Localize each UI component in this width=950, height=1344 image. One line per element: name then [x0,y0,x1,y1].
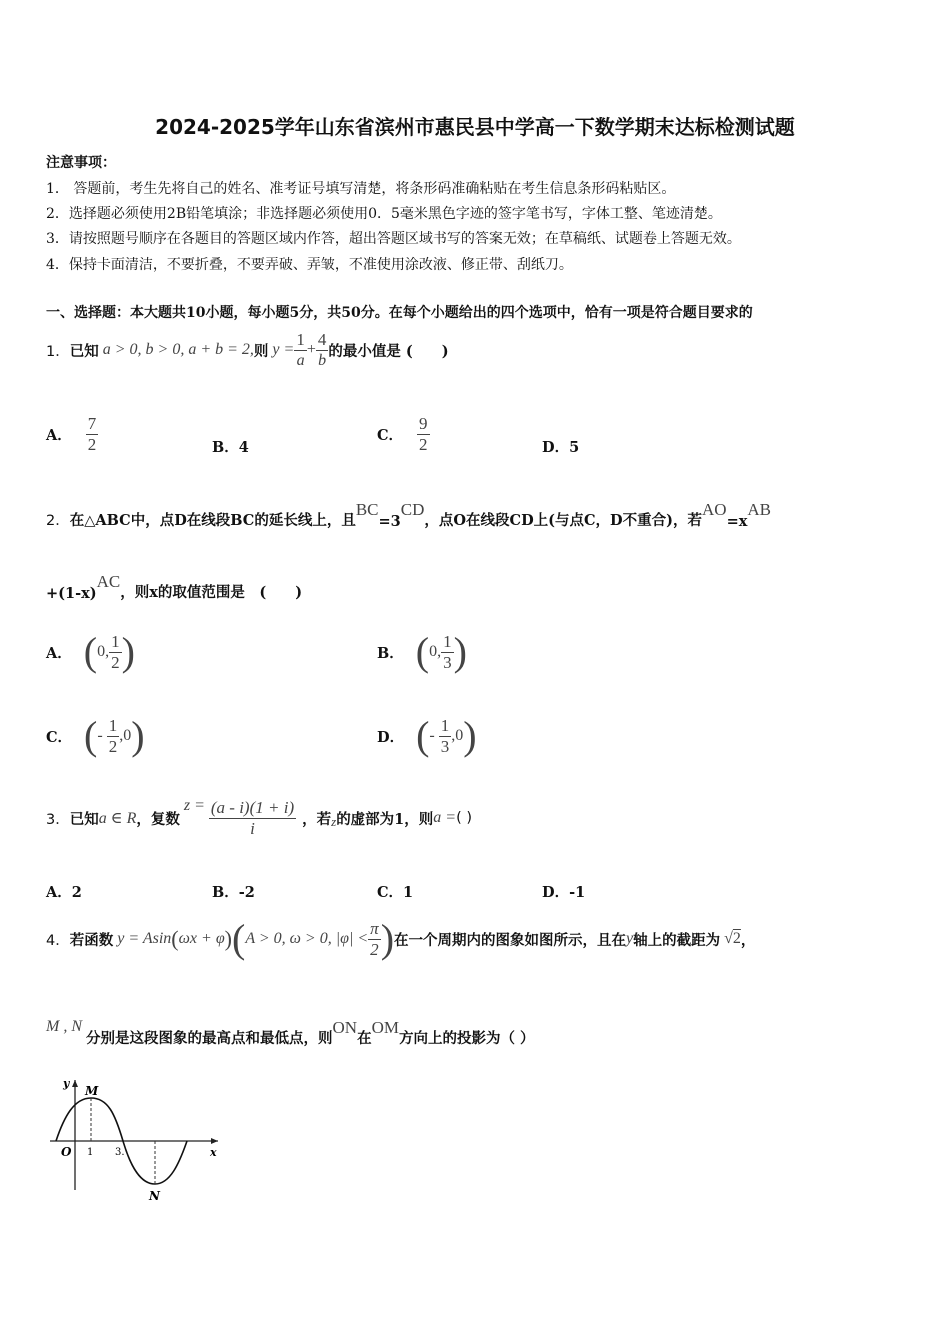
interval-paren: ) [131,713,145,758]
q1-fraction-1: $\frac{1}{a}$ [296,329,305,369]
q1-option-a-value: $\frac{7}{2}$ [87,413,97,454]
q2-text: =3 [378,513,401,530]
question-number: 1． [46,343,70,360]
interval-minus: - [97,727,103,744]
q4-text: 方向上的投影为（ ） [398,1030,535,1047]
notice-item: 4．保持卡面清洁，不要折叠，不要弄破、弄皱，不准使用涂改液、修正带、刮纸刀。 [46,257,573,273]
notice-item: 2．选择题必须使用2B铅笔填涂；非选择题必须使用0．5毫米黑色字迹的签字笔书写，字体工整、笔迹清楚。 [46,206,722,222]
question-number: 3． [46,811,70,828]
point-m-label: M [85,1084,99,1098]
q1-plus: + [306,341,316,358]
q1-option-c[interactable] [377,410,430,458]
point-n-label: N [149,1189,160,1203]
q4-text: 在 [357,1030,372,1047]
q3-z: z = [183,797,205,814]
q3-option-b[interactable]: B．-2 [212,884,255,901]
q4-mn: M , N [46,1018,82,1035]
sqrt-icon: √2 [724,930,741,947]
vector-cd: CD [400,500,425,519]
interval-paren: ) [121,629,135,674]
interval-right: ,0 [119,727,132,744]
q1-option-b[interactable]: B．4 [212,439,249,456]
question-1 [46,326,449,374]
q4-text: ， [740,931,756,949]
vector-bc: BC [355,500,379,519]
tick-1-label: 1 [87,1147,94,1158]
interval-minus: - [429,727,435,744]
q1-option-d[interactable]: D．5 [542,439,580,456]
q3-fraction: $\frac{(a - i)(1 + i)}{i}$ [210,797,295,838]
q2-text: +(1-x) [46,585,97,602]
q3-text: ，复数 [136,810,180,828]
q1-y: y = [272,341,295,358]
q1-option-c-value: $\frac{9}{2}$ [419,413,428,454]
interval-fraction: $\frac{1}{3}$ [443,631,452,672]
question-4 [46,914,755,964]
q3-text: 的虚部为1，则 [336,810,434,828]
q1-condition: a > 0, b > 0, a + b = 2, [102,341,254,358]
interval-paren: ) [453,629,467,674]
option-label: C． [46,728,73,746]
y-axis-arrow [72,1080,78,1087]
paren-close: ) [224,926,232,951]
interval-paren: ) [463,713,477,758]
option-label: A． [46,426,72,444]
q4-condition: A > 0, ω > 0, |φ| < [245,930,369,947]
notice-item: 1． 答题前，考生先将自己的姓名、准考证号填写清楚，将条形码准确粘贴在考生信息条形码粘贴区。 [46,181,676,197]
option-label: A． [46,644,72,662]
q4-argument: ωx + φ [178,930,225,947]
sine-graph [46,1072,226,1207]
q4-text: 轴上的截距为 [633,931,721,949]
q4-y: y [626,930,634,947]
vector-on: ON [332,1018,358,1037]
option-label: D． [377,728,405,746]
q3-option-c[interactable]: C．1 [377,884,414,901]
question-number: 2． [46,513,70,529]
q3-option-a[interactable]: A．2 [46,884,82,901]
q1-then: 则 [253,342,269,360]
q3-condition: a ∈ R [98,810,137,827]
sqrt-value: 2 [732,930,741,947]
q3-a: a = [433,809,457,826]
interval-fraction: $\frac{1}{2}$ [108,715,118,756]
q2-text: ，点O在线段CD上(与点C，D不重合)，若 [424,512,702,529]
question-2-cont [46,572,302,602]
q4-text: 在一个周期内的图象如图所示，且在 [394,931,627,949]
interval-fraction: $\frac{1}{2}$ [111,631,120,672]
interval-paren: ( [84,713,98,758]
interval-paren: ( [83,629,98,674]
q3-z-small: z [331,814,337,829]
section-heading: 一、选择题：本大题共10小题，每小题5分，共50分。在每个小题给出的四个选项中，恰有一项是符合题目要求的 [46,305,753,321]
q4-text: 若函数 [69,931,114,949]
q1-option-a[interactable] [46,410,98,458]
notice-item: 3．请按照题号顺序在各题目的答题区域内作答，超出答题区域书写的答案无效；在草稿纸、试题卷上答题无效。 [46,231,741,247]
q2-option-d[interactable] [377,712,477,760]
question-4-cont [46,1014,535,1048]
interval-paren: ( [415,629,430,674]
interval-fraction: $\frac{1}{3}$ [440,715,450,756]
question-number: 4． [46,932,70,949]
q2-option-b[interactable] [377,628,467,676]
q2-option-a[interactable] [46,628,135,676]
q3-text: ，若 [302,810,332,828]
interval-left: 0, [429,643,442,660]
option-label: B． [377,644,404,662]
vector-ac: AC [96,572,121,591]
question-2 [46,500,771,530]
vector-ab: AB [747,500,771,519]
option-label: C． [377,426,404,444]
y-label: y [63,1077,70,1090]
q4-fraction: $\frac{\pi}{2}$ [370,918,379,959]
q1-tail: 的最小值是 ( ) [328,342,449,360]
bracket-close: ) [380,916,395,961]
q4-function: y = Asin [117,930,172,947]
page-title: 2024-2025学年山东省滨州市惠民县中学高一下数学期末达标检测试题 [155,115,795,139]
vector-om: OM [371,1018,399,1037]
notice-heading: 注意事项： [46,155,116,171]
q3-text: 已知 [69,810,99,828]
interval-right: ,0 [451,727,464,744]
q2-text: 在△ABC中，点D在线段BC的延长线上，且 [69,512,356,529]
q1-fraction-2: $\frac{4}{b}$ [317,329,327,369]
interval-paren: ( [416,713,430,758]
q1-lead: 已知 [69,342,99,360]
bracket-open: ( [232,916,246,961]
q3-answer-paren: ( ) [456,810,473,826]
q2-text: =x [726,513,748,530]
q2-text: ，则x的取值范围是 ( ) [120,584,303,601]
vector-ao: AO [702,500,727,519]
x-axis-arrow [211,1138,218,1144]
question-3 [46,794,472,842]
paren-open: ( [171,926,179,951]
q2-option-c[interactable] [46,712,145,760]
q4-text: 分别是这段图象的最高点和最低点，则 [86,1030,333,1047]
q3-option-d[interactable]: D．-1 [542,884,586,901]
tick-3-label: 3. [115,1147,125,1158]
interval-left: 0, [97,643,110,660]
origin-label: O [61,1145,72,1159]
x-label: x [210,1146,217,1159]
